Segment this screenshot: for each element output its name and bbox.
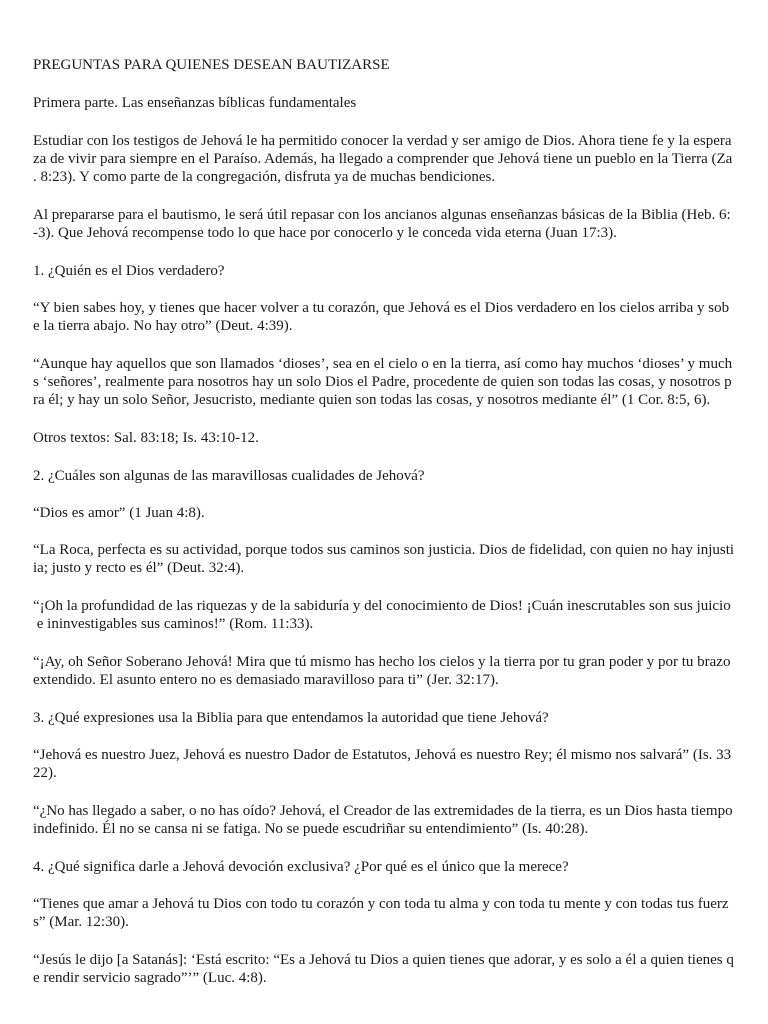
text-line: e rendir servicio sagrado”’” (Luc. 4:8). — [33, 970, 267, 986]
q2-quote-2 — [33, 541, 736, 577]
text-line: “Aunque hay aquellos que son llamados ‘dioses’, sea en el cielo o en la tierra, así como hay muchos ‘dioses’ y much — [33, 356, 733, 372]
text-line: . 8:23). Y como parte de la congregación, disfruta ya de muchas bendiciones. — [33, 169, 496, 185]
text-line: Estudiar con los testigos de Jehová le ha permitido conocer la verdad y ser amigo de Dios. Ahora tiene fe y la espera — [33, 133, 732, 149]
q1-quote-1 — [33, 299, 736, 335]
text-line: “Jehová es nuestro Juez, Jehová es nuestro Dador de Estatutos, Jehová es nuestro Rey; él mismo nos salvará” (Is. 33 — [33, 747, 732, 763]
question-4 — [33, 858, 736, 876]
text-line: 22). — [33, 765, 57, 781]
text-line: PREGUNTAS PARA QUIENES DESEAN BAUTIZARSE — [33, 57, 390, 73]
q2-quote-1 — [33, 504, 736, 522]
question-2 — [33, 467, 736, 485]
document-title — [33, 56, 736, 74]
text-line: Otros textos: Sal. 83:18; Is. 43:10-12. — [33, 430, 259, 446]
text-line: “¡Oh la profundidad de las riquezas y de la sabiduría y del conocimiento de Dios! ¡Cuán inescrutables son sus juicio — [33, 598, 731, 614]
text-line: s” (Mar. 12:30). — [33, 914, 129, 930]
text-line: extendido. El asunto entero no es demasiado maravilloso para ti” (Jer. 32:17). — [33, 672, 499, 688]
q3-quote-1 — [33, 746, 736, 782]
text-line: ia; justo y recto es él” (Deut. 32:4). — [33, 560, 245, 576]
text-line: ra él; y hay un solo Señor, Jesucristo, mediante quien son todas las cosas, y nosotros mediante él” (1 Cor. 8:5, 6). — [33, 392, 711, 408]
question-1 — [33, 262, 736, 280]
section-heading — [33, 94, 736, 112]
question-3 — [33, 709, 736, 727]
text-line: e la tierra abajo. No hay otro” (Deut. 4:39). — [33, 318, 293, 334]
intro-paragraph — [33, 132, 736, 186]
text-line: indefinido. Él no se cansa ni se fatiga. No se puede escudriñar su entendimiento” (Is. 40:28). — [33, 821, 589, 837]
text-line: “¿No has llegado a saber, o no has oído? Jehová, el Creador de las extremidades de la tierra, es un Dios hasta tiempo — [33, 803, 733, 819]
q2-quote-4 — [33, 653, 736, 689]
q4-quote-2 — [33, 951, 736, 987]
q2-quote-3 — [33, 597, 736, 633]
intro-paragraph-2 — [33, 206, 736, 242]
text-line: Primera parte. Las enseñanzas bíblicas fundamentales — [33, 95, 357, 111]
text-line: “Dios es amor” (1 Juan 4:8). — [33, 505, 205, 521]
text-line: s ‘señores’, realmente para nosotros hay un solo Dios el Padre, procedente de quien son todas las cosas, y nosotros p — [33, 374, 732, 390]
text-line: -3). Que Jehová recompense todo lo que hace por conocerlo y le conceda vida eterna (Juan 17:3). — [33, 225, 617, 241]
text-line: za de vivir para siempre en el Paraíso. Además, ha llegado a comprender que Jehová tiene un pueblo en la Tierra (Za — [33, 151, 733, 167]
text-line: “Jesús le dijo [a Satanás]: ‘Está escrito: “Es a Jehová tu Dios a quien tienes que adorar, y es solo a él a quien tienes q — [33, 952, 734, 968]
text-line: 1. ¿Quién es el Dios verdadero? — [33, 263, 225, 279]
q3-quote-2 — [33, 802, 736, 838]
text-line: Al prepararse para el bautismo, le será útil repasar con los ancianos algunas enseñanzas básicas de la Biblia (Heb. 6: — [33, 207, 731, 223]
text-line: 2. ¿Cuáles son algunas de las maravillosas cualidades de Jehová? — [33, 468, 425, 484]
text-line: “Y bien sabes hoy, y tienes que hacer volver a tu corazón, que Jehová es el Dios verdadero en los cielos arriba y sob — [33, 300, 730, 316]
text-line: “¡Ay, oh Señor Soberano Jehová! Mira que tú mismo has hecho los cielos y la tierra por tu gran poder y por tu brazo — [33, 654, 731, 670]
text-line: e ininvestigables sus caminos!” (Rom. 11:33). — [33, 616, 314, 632]
q1-other-texts — [33, 429, 736, 447]
text-line: “La Roca, perfecta es su actividad, porque todos sus caminos son justicia. Dios de fidelidad, con quien no hay injusti — [33, 542, 735, 558]
text-line: 4. ¿Qué significa darle a Jehová devoción exclusiva? ¿Por qué es el único que la merece? — [33, 859, 569, 875]
q4-quote-1 — [33, 895, 736, 931]
text-line: “Tienes que amar a Jehová tu Dios con todo tu corazón y con toda tu alma y con toda tu mente y con todas tus fuerz — [33, 896, 729, 912]
text-line: 3. ¿Qué expresiones usa la Biblia para que entendamos la autoridad que tiene Jehová? — [33, 710, 549, 726]
q1-quote-2 — [33, 355, 736, 409]
